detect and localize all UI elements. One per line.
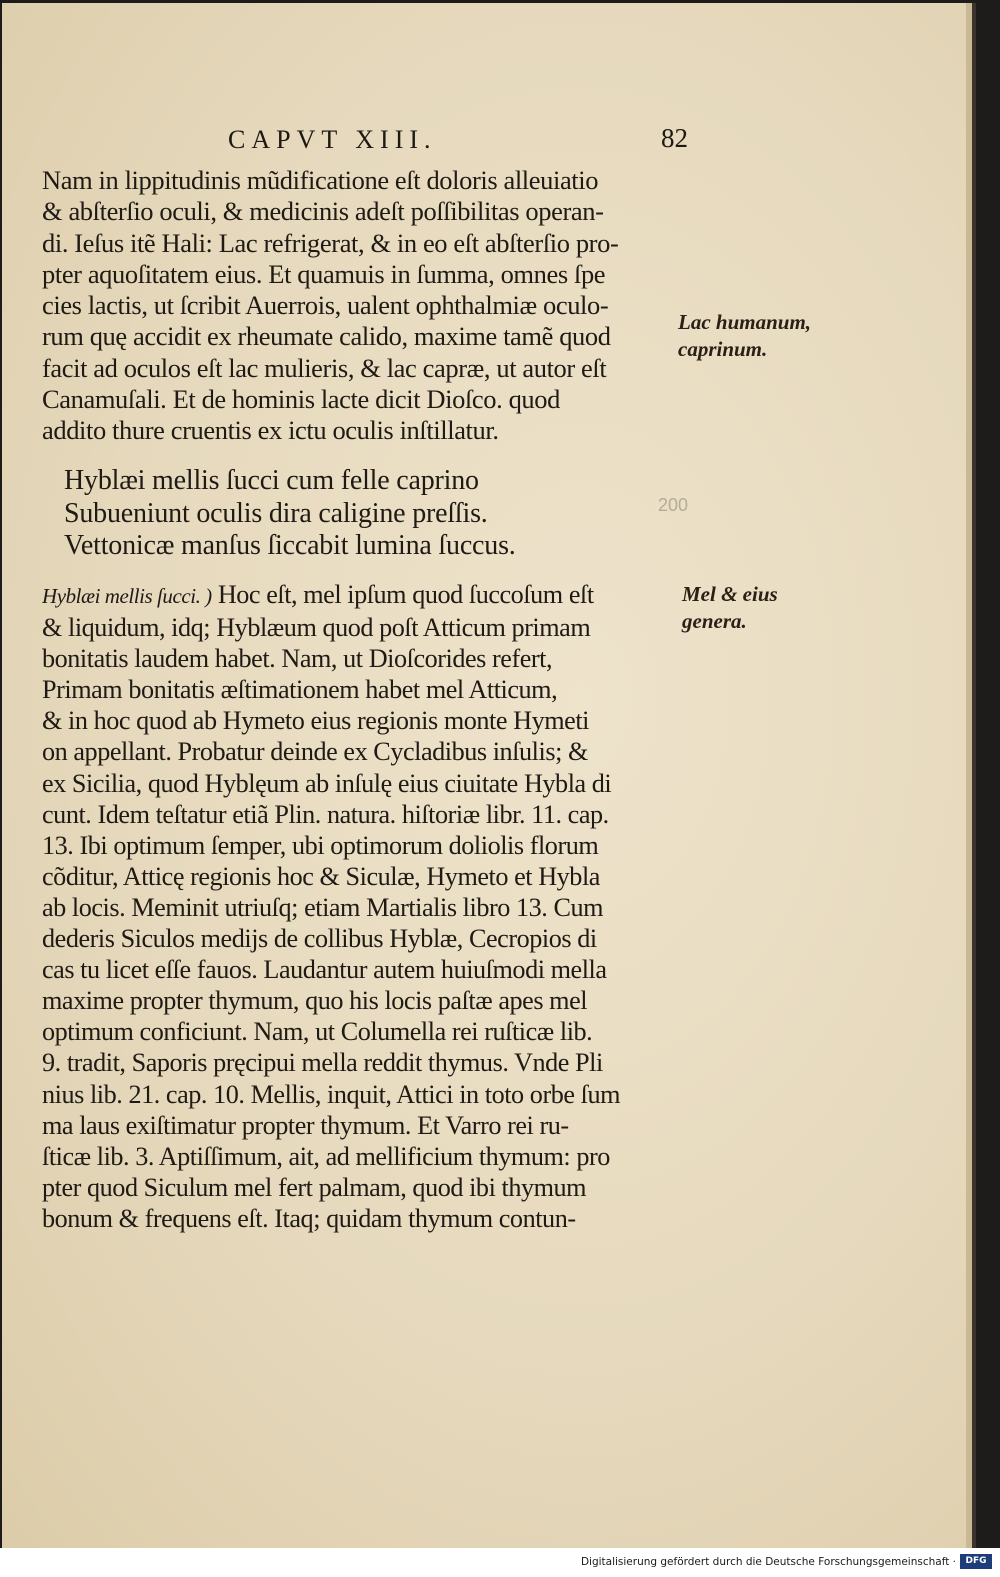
text-line: & liquidum, idq; Hyblæum quod poſt Atticum primam <box>42 613 591 643</box>
text-line: cõditur, Atticę regionis hoc & Siculæ, Hymeto et Hybla <box>42 861 600 891</box>
paragraph-2 <box>42 579 682 1234</box>
text-line: cas tu licet eſſe fauos. Laudantur autem huiuſmodi mella <box>42 955 607 985</box>
text-line: addito thure cruentis ex ictu oculis inſtillatur. <box>42 415 499 446</box>
running-title: CAPVT XIII. <box>228 125 437 154</box>
text-line: rum quę accidit ex rheumate calido, maxime tamẽ quod <box>42 321 611 352</box>
margin-note-line: Mel & eius <box>682 582 778 606</box>
text-line: pter aquoſitatem eius. Et quamuis in ſumma, omnes ſpe <box>42 258 606 289</box>
text-line: bonitatis laudem habet. Nam, ut Dioſcorides refert, <box>42 644 553 674</box>
funding-notice: Digitalisierung gefördert durch die Deutsche Forschungsgemeinschaft · <box>580 1556 956 1568</box>
text-line: cunt. Idem teſtatur etiã Plin. natura. hiſtoriæ libr. 11. cap. <box>42 799 609 829</box>
margin-note-line: genera. <box>682 609 747 633</box>
text-line-first <box>42 579 682 612</box>
dfg-logo-icon: DFG <box>960 1554 992 1569</box>
verse-line: Subueniunt oculis dira caligine preſſis. <box>64 497 488 529</box>
text-line: ex Sicilia, quod Hyblęum ab inſulę eius ciuitate Hybla di <box>42 768 612 798</box>
text-line: & in hoc quod ab Hymeto eius regionis monte Hymeti <box>42 706 589 736</box>
text-line: cies lactis, ut ſcribit Auerrois, ualent ophthalmiæ oculo- <box>42 290 609 321</box>
verse-line: Hyblæi mellis ſucci cum felle caprino <box>64 465 479 496</box>
text-line: & abſterſio oculi, & medicinis adeſt poſſibilitas operan- <box>42 196 604 227</box>
text-line: 9. tradit, Saporis pręcipui mella reddit thymus. Vnde Pli <box>42 1048 603 1078</box>
verse-line: Vettonicæ manſus ſiccabit lumina ſuccus. <box>64 530 516 561</box>
margin-note-milk <box>678 309 811 363</box>
text-line: Canamuſali. Et de hominis lacte dicit Dioſco. quod <box>42 384 560 415</box>
text-line: maxime propter thymum, quo his locis paſtæ apes mel <box>42 986 588 1016</box>
footer-bar <box>0 1548 1000 1577</box>
text-line: ab locis. Meminit utriuſq; etiam Martialis libro 13. Cum <box>42 892 604 922</box>
text-line: facit ad oculos eſt lac mulieris, & lac capræ, ut autor eſt <box>42 352 607 383</box>
text-line: 13. Ibi optimum ſemper, ubi optimorum doliolis florum <box>42 830 599 860</box>
text-line: optimum conficiunt. Nam, ut Columella rei ruſticæ lib. <box>42 1017 593 1047</box>
text-line: di. Ieſus itẽ Hali: Lac refrigerat, & in eo eſt abſterſio pro- <box>42 227 619 258</box>
text-line: Nam in lippitudinis mũdificatione eſt doloris alleuiatio <box>42 165 599 195</box>
text-line: nius lib. 21. cap. 10. Mellis, inquit, Attici in toto orbe ſum <box>42 1079 621 1109</box>
text-line: ſticæ lib. 3. Aptiſſimum, ait, ad mellificium thymum: pro <box>42 1141 610 1171</box>
margin-note-line: caprinum. <box>678 337 768 361</box>
book-page <box>2 3 972 1548</box>
text-line: on appellant. Probatur deinde ex Cycladibus inſulis; & <box>42 737 588 767</box>
first-line-rest: Hoc eſt, mel ipſum quod ſuccoſum eſt <box>211 580 594 609</box>
text-line: Primam bonitatis æſtimationem habet mel Atticum, <box>42 675 558 705</box>
margin-note-line: Lac humanum, <box>678 310 812 334</box>
paragraph-1 <box>42 165 682 447</box>
margin-note-honey <box>682 581 778 635</box>
text-line: dederis Siculos medijs de collibus Hyblæ, Cecropios di <box>42 924 597 954</box>
pencil-annotation: 200 <box>658 495 689 515</box>
verse-block <box>64 465 704 563</box>
text-line: ma laus exiſtimatur propter thymum. Et Varro rei ru- <box>42 1110 569 1140</box>
text-line: pter quod Siculum mel fert palmam, quod ibi thymum <box>42 1172 587 1202</box>
page-header <box>228 125 688 159</box>
text-line: bonum & frequens eſt. Itaq; quidam thymum contun- <box>42 1203 576 1233</box>
folio-number: 82 <box>661 123 688 153</box>
lemma: Hyblæi mellis ſucci. ) <box>42 584 212 608</box>
